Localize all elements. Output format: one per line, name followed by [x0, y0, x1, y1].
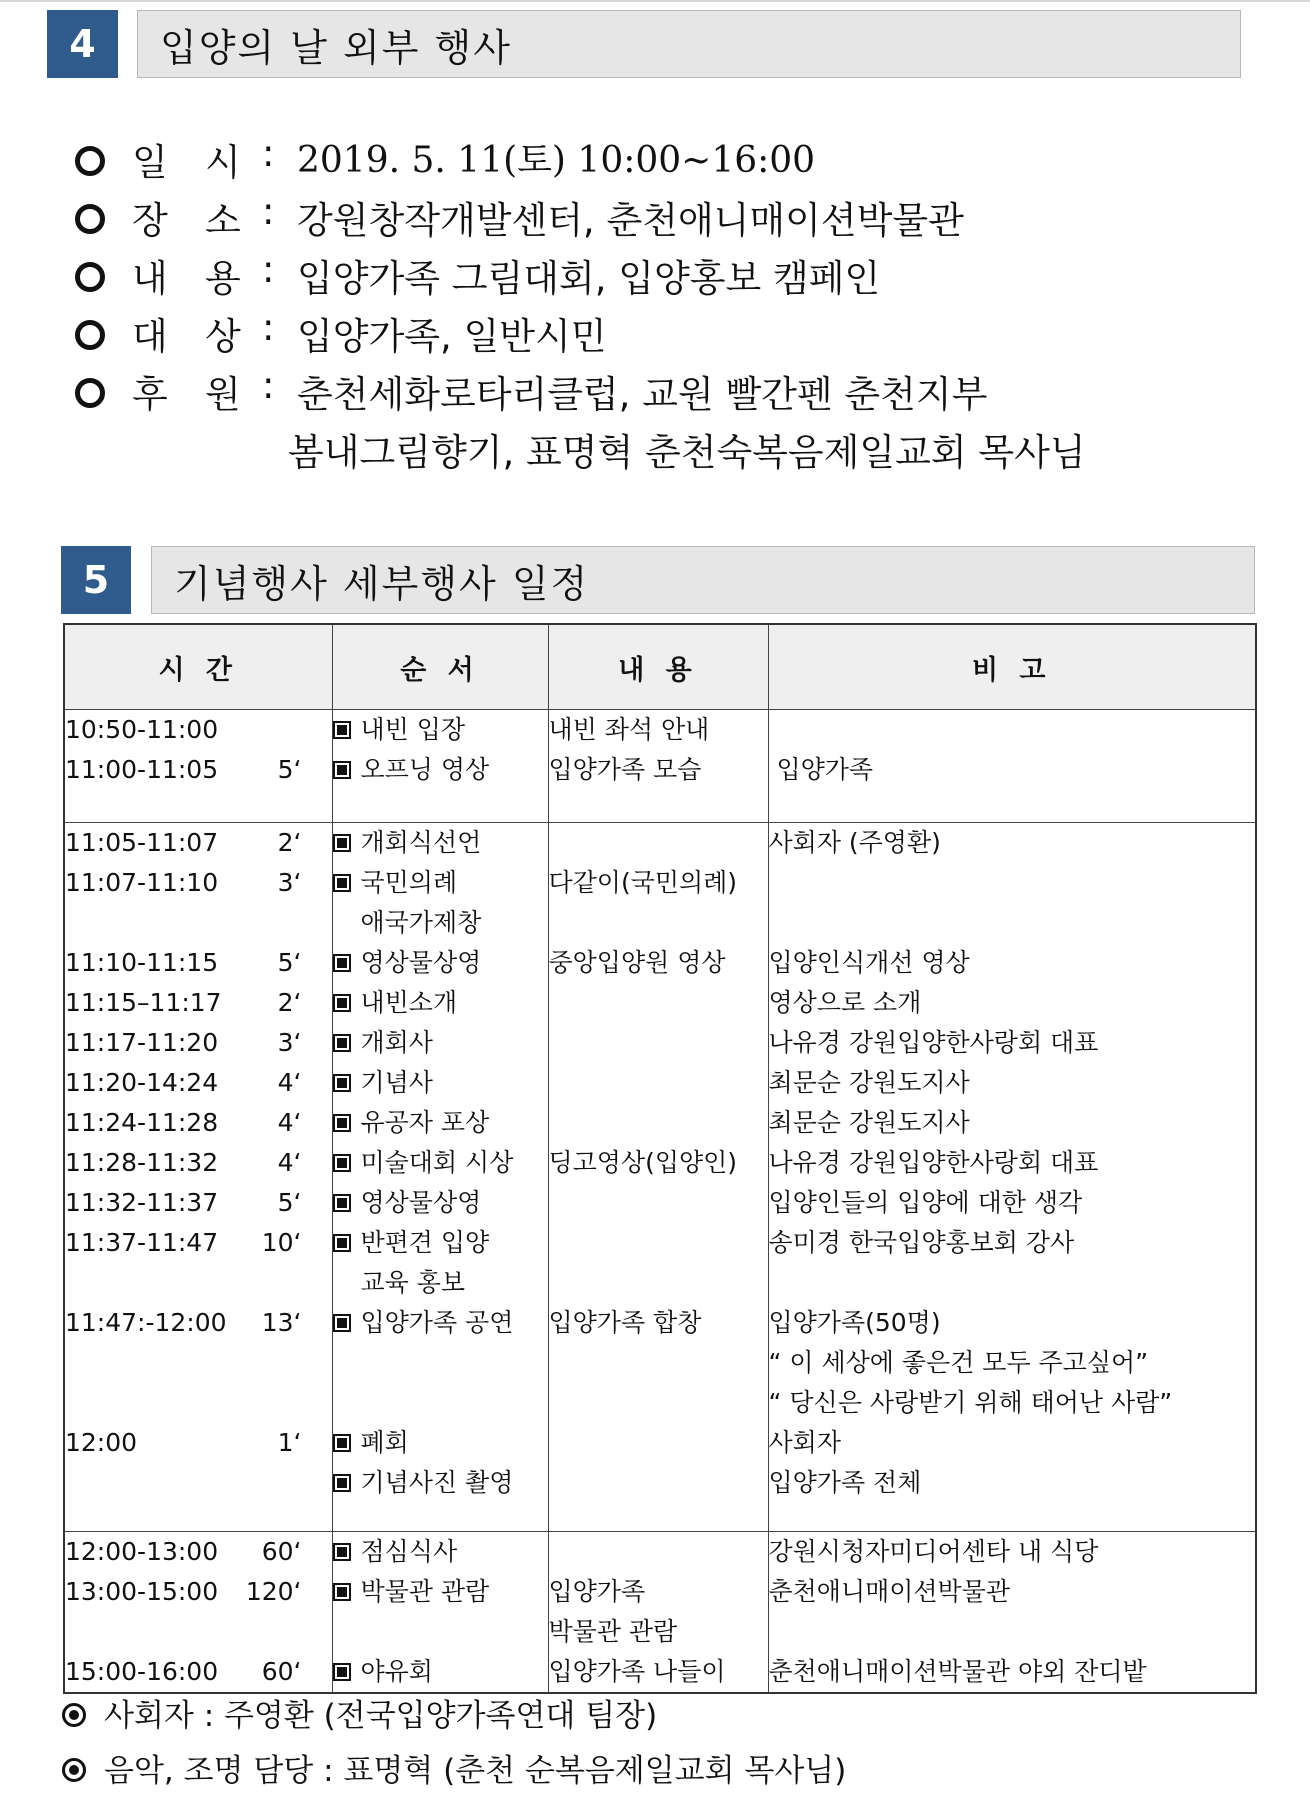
note-line — [769, 1263, 1256, 1303]
order-line — [333, 1532, 548, 1572]
duration-value: 5‘ — [277, 755, 302, 784]
checkbox-square-icon — [333, 954, 351, 972]
time-line — [65, 903, 332, 943]
time-value — [65, 1612, 302, 1652]
checkbox-square-icon — [333, 1234, 351, 1252]
note-line: 입양가족(50명) — [768, 1308, 941, 1337]
note-line: 최문순 강원도지사 — [768, 1068, 970, 1097]
order-item: 기념사진 촬영 — [360, 1468, 514, 1497]
duration-value: 4‘ — [277, 1108, 302, 1137]
order-item: 개회사 — [360, 1028, 433, 1057]
info-label: 상 — [205, 315, 241, 358]
schedule-table — [63, 623, 1257, 1694]
section-5-title: 기념행사 세부행사 일정 — [151, 546, 1255, 614]
time-line — [65, 1532, 332, 1572]
info-label: 내 — [132, 257, 168, 300]
duration-value: 5‘ — [277, 1188, 302, 1217]
time-value: 12:00 — [65, 1428, 138, 1457]
time-value: 11:10-11:15 — [65, 948, 219, 977]
time-line — [65, 1263, 332, 1303]
info-label: 소 — [205, 199, 241, 242]
info-row-target — [75, 306, 1275, 364]
header-order: 순 서 — [332, 624, 548, 710]
footnote-moderator — [62, 1690, 657, 1735]
order-item: 입양가족 공연 — [360, 1308, 514, 1337]
content-line — [549, 1103, 768, 1143]
circle-dot-bullet-icon — [62, 1758, 86, 1782]
content-line: 입양가족 합창 — [548, 1308, 702, 1337]
order-line — [333, 1652, 548, 1692]
note-line — [769, 1612, 1256, 1652]
checkbox-square-icon — [333, 1663, 351, 1681]
info-value: 2019. 5. 11(토) 10:00~16:00 — [297, 140, 816, 181]
info-label: 후 — [132, 373, 168, 416]
content-line — [549, 1023, 768, 1063]
time-value: 11:05-11:07 — [65, 828, 219, 857]
duration-value — [302, 710, 332, 750]
info-value: 입양가족 그림대회, 입양홍보 캠페인 — [297, 257, 881, 300]
info-label: 대 — [132, 315, 168, 358]
time-value: 11:17-11:20 — [65, 1028, 219, 1057]
content-line — [549, 1063, 768, 1103]
order-line — [333, 1023, 548, 1063]
info-colon: : — [262, 190, 275, 233]
content-line — [549, 1183, 768, 1223]
duration-value: 13‘ — [261, 1308, 302, 1337]
content-line: 입양가족 나들이 — [548, 1657, 726, 1686]
content-line — [549, 1263, 768, 1303]
note-line: 나유경 강원입양한사랑회 대표 — [768, 1028, 1099, 1057]
order-line — [333, 1463, 548, 1503]
note-line: 사회자 — [768, 1428, 841, 1457]
content-line — [549, 903, 768, 943]
duration-value: 60‘ — [261, 1537, 302, 1566]
time-line — [65, 1183, 332, 1223]
time-line — [65, 1103, 332, 1143]
section-4-number: 4 — [47, 10, 118, 78]
note-line: 춘천애니매이션박물관 야외 잔디밭 — [768, 1657, 1147, 1686]
note-line: 입양가족 — [768, 755, 874, 784]
order-item: 박물관 관람 — [360, 1577, 490, 1606]
info-row-sponsor — [75, 364, 1275, 422]
time-value — [65, 1263, 302, 1303]
note-line: 입양가족 전체 — [768, 1468, 922, 1497]
order-line — [333, 1303, 548, 1343]
time-line — [65, 1303, 332, 1343]
content-line — [549, 823, 768, 863]
order-line — [333, 1612, 548, 1652]
info-value: 춘천세화로타리클럽, 교원 빨간펜 춘천지부 — [297, 373, 988, 416]
order-item: 폐회 — [360, 1428, 409, 1457]
checkbox-square-icon — [333, 1194, 351, 1212]
order-item: 반편견 입양 — [360, 1228, 490, 1257]
duration-value — [302, 1343, 332, 1383]
content-line: 입양가족 — [548, 1577, 646, 1606]
info-row-sponsor-continued — [75, 422, 1275, 480]
time-line — [65, 1572, 332, 1612]
info-row-date — [75, 132, 1275, 190]
duration-value: 4‘ — [277, 1148, 302, 1177]
note-line — [769, 710, 1256, 750]
order-line — [333, 1103, 548, 1143]
checkbox-square-icon — [333, 1034, 351, 1052]
circle-bullet-icon — [75, 378, 105, 408]
content-line: 다같이(국민의례) — [548, 868, 738, 897]
table-row-group — [64, 710, 1256, 823]
time-line — [65, 1343, 332, 1383]
time-line — [65, 1463, 332, 1503]
time-line — [65, 1023, 332, 1063]
time-value: 13:00-15:00 — [65, 1577, 219, 1606]
checkbox-square-icon — [333, 994, 351, 1012]
note-line: 춘천애니매이션박물관 — [768, 1577, 1011, 1606]
time-line — [65, 823, 332, 863]
info-colon: : — [262, 306, 275, 349]
note-line: 최문순 강원도지사 — [768, 1108, 970, 1137]
time-line — [65, 1423, 332, 1463]
table-header-row — [64, 624, 1256, 710]
order-item: 내빈소개 — [360, 988, 458, 1017]
note-line: “ 당신은 사랑받기 위해 태어난 사람” — [768, 1388, 1173, 1417]
checkbox-square-icon — [333, 721, 351, 739]
order-line — [333, 983, 548, 1023]
content-line: 입양가족 모습 — [548, 755, 702, 784]
time-line — [65, 1063, 332, 1103]
time-line — [65, 1612, 332, 1652]
order-line — [333, 823, 548, 863]
order-item: 미술대회 시상 — [360, 1148, 514, 1177]
duration-value — [302, 1612, 332, 1652]
order-line — [333, 1343, 548, 1383]
order-line — [333, 1383, 548, 1423]
order-item: 유공자 포상 — [360, 1108, 490, 1137]
order-item-continued: 교육 홍보 — [360, 1268, 466, 1297]
time-value: 11:28-11:32 — [65, 1148, 219, 1177]
note-line: 입양인식개선 영상 — [768, 948, 970, 977]
time-value: 11:15–11:17 — [65, 988, 222, 1017]
content-line — [549, 1532, 768, 1572]
info-label: 용 — [205, 257, 241, 300]
order-item: 개회식선언 — [360, 828, 482, 857]
time-value: 10:50-11:00 — [65, 715, 219, 744]
duration-value: 2‘ — [277, 828, 302, 857]
content-line — [549, 1343, 768, 1383]
info-colon: : — [262, 132, 275, 175]
section-5-number: 5 — [61, 546, 131, 614]
time-line — [65, 943, 332, 983]
content-line: 박물관 관람 — [548, 1617, 678, 1646]
content-line: 딩고영상(입양인) — [548, 1148, 738, 1177]
duration-value: 4‘ — [277, 1068, 302, 1097]
time-line — [65, 710, 332, 750]
time-line — [65, 750, 332, 790]
note-line: 입양인들의 입양에 대한 생각 — [768, 1188, 1083, 1217]
duration-value: 2‘ — [277, 988, 302, 1017]
order-line — [333, 1423, 548, 1463]
time-value: 11:20-14:24 — [65, 1068, 219, 1097]
time-value — [65, 1383, 302, 1423]
duration-value — [302, 1263, 332, 1303]
order-line — [333, 750, 548, 790]
footnote-text: 사회자 : 주영환 (전국입양가족연대 팀장) — [104, 1698, 658, 1734]
section-4-title: 입양의 날 외부 행사 — [137, 10, 1241, 78]
checkbox-square-icon — [333, 1074, 351, 1092]
info-label: 원 — [205, 373, 241, 416]
top-rule — [0, 0, 1310, 2]
time-value: 11:37-11:47 — [65, 1228, 219, 1257]
order-line — [333, 1183, 548, 1223]
checkbox-square-icon — [333, 1434, 351, 1452]
info-colon: : — [262, 364, 275, 407]
time-line — [65, 1223, 332, 1263]
content-line — [549, 983, 768, 1023]
checkbox-square-icon — [333, 1583, 351, 1601]
duration-value: 1‘ — [277, 1428, 302, 1457]
circle-bullet-icon — [75, 204, 105, 234]
note-line — [769, 863, 1256, 903]
content-line — [549, 1383, 768, 1423]
duration-value — [302, 1383, 332, 1423]
checkbox-square-icon — [333, 1154, 351, 1172]
note-line — [769, 903, 1256, 943]
note-line: 영상으로 소개 — [768, 988, 922, 1017]
table-row-group — [64, 1532, 1256, 1694]
table-row-group — [64, 823, 1256, 1532]
info-value: 강원창작개발센터, 춘천애니매이션박물관 — [297, 199, 964, 242]
order-line — [333, 903, 548, 943]
checkbox-square-icon — [333, 834, 351, 852]
content-line: 중앙입양원 영상 — [548, 948, 726, 977]
duration-value: 120‘ — [245, 1577, 302, 1606]
note-line: 나유경 강원입양한사랑회 대표 — [768, 1148, 1099, 1177]
info-label: 일 — [132, 141, 168, 184]
time-line — [65, 1143, 332, 1183]
duration-value — [302, 1463, 332, 1503]
order-item: 영상물상영 — [360, 948, 482, 977]
footnote-text: 음악, 조명 담당 : 표명혁 (춘천 순복음제일교회 목사님) — [104, 1753, 847, 1789]
note-line: “ 이 세상에 좋은건 모두 주고싶어” — [768, 1348, 1149, 1377]
order-line — [333, 1063, 548, 1103]
checkbox-square-icon — [333, 1474, 351, 1492]
time-value: 11:24-11:28 — [65, 1108, 219, 1137]
duration-value: 3‘ — [277, 868, 302, 897]
footnote-music — [62, 1745, 846, 1790]
checkbox-square-icon — [333, 874, 351, 892]
time-value — [65, 903, 302, 943]
time-line — [65, 1383, 332, 1423]
checkbox-square-icon — [333, 1114, 351, 1132]
order-item: 내빈 입장 — [360, 715, 466, 744]
header-time: 시 간 — [64, 624, 332, 710]
order-line — [333, 863, 548, 903]
info-value: 입양가족, 일반시민 — [297, 315, 607, 358]
order-line — [333, 1263, 548, 1303]
time-line — [65, 863, 332, 903]
duration-value: 5‘ — [277, 948, 302, 977]
time-line — [65, 1652, 332, 1692]
event-info-list — [75, 132, 1275, 480]
time-value: 12:00-13:00 — [65, 1537, 219, 1566]
order-item: 영상물상영 — [360, 1188, 482, 1217]
content-line: 내빈 좌석 안내 — [548, 715, 710, 744]
order-item-continued: 애국가제창 — [360, 908, 482, 937]
circle-bullet-icon — [75, 262, 105, 292]
time-value: 11:47:-12:00 — [65, 1308, 227, 1337]
info-value: 봄내그림향기, 표명혁 춘천숙복음제일교회 목사님 — [288, 431, 1086, 474]
order-item: 국민의례 — [360, 868, 458, 897]
header-content: 내 용 — [548, 624, 768, 710]
info-row-place — [75, 190, 1275, 248]
checkbox-square-icon — [333, 1543, 351, 1561]
info-label: 장 — [132, 199, 168, 242]
duration-value: 3‘ — [277, 1028, 302, 1057]
time-value: 11:07-11:10 — [65, 868, 219, 897]
time-value: 15:00-16:00 — [65, 1657, 219, 1686]
info-label: 시 — [205, 141, 241, 184]
checkbox-square-icon — [333, 1314, 351, 1332]
circle-dot-bullet-icon — [62, 1703, 86, 1727]
order-item: 야유회 — [360, 1657, 433, 1686]
content-line — [549, 1463, 768, 1503]
order-item: 오프닝 영상 — [360, 755, 490, 784]
order-line — [333, 1143, 548, 1183]
header-note: 비 고 — [768, 624, 1256, 710]
order-item: 기념사 — [360, 1068, 433, 1097]
note-line: 송미경 한국입양홍보회 강사 — [768, 1228, 1075, 1257]
order-line — [333, 1223, 548, 1263]
info-colon: : — [262, 248, 275, 291]
checkbox-square-icon — [333, 761, 351, 779]
content-line — [549, 1423, 768, 1463]
note-line: 사회자 (주영환) — [768, 828, 941, 857]
order-item: 점심식사 — [360, 1537, 458, 1566]
time-value: 11:32-11:37 — [65, 1188, 219, 1217]
duration-value: 60‘ — [261, 1657, 302, 1686]
circle-bullet-icon — [75, 146, 105, 176]
time-value: 11:00-11:05 — [65, 755, 219, 784]
duration-value: 10‘ — [261, 1228, 302, 1257]
time-value — [65, 1343, 302, 1383]
note-line: 강원시청자미디어센타 내 식당 — [768, 1537, 1099, 1566]
order-line — [333, 943, 548, 983]
time-value — [65, 1463, 302, 1503]
circle-bullet-icon — [75, 320, 105, 350]
content-line — [549, 1223, 768, 1263]
time-line — [65, 983, 332, 1023]
order-line — [333, 1572, 548, 1612]
duration-value — [302, 903, 332, 943]
order-line — [333, 710, 548, 750]
info-row-content — [75, 248, 1275, 306]
